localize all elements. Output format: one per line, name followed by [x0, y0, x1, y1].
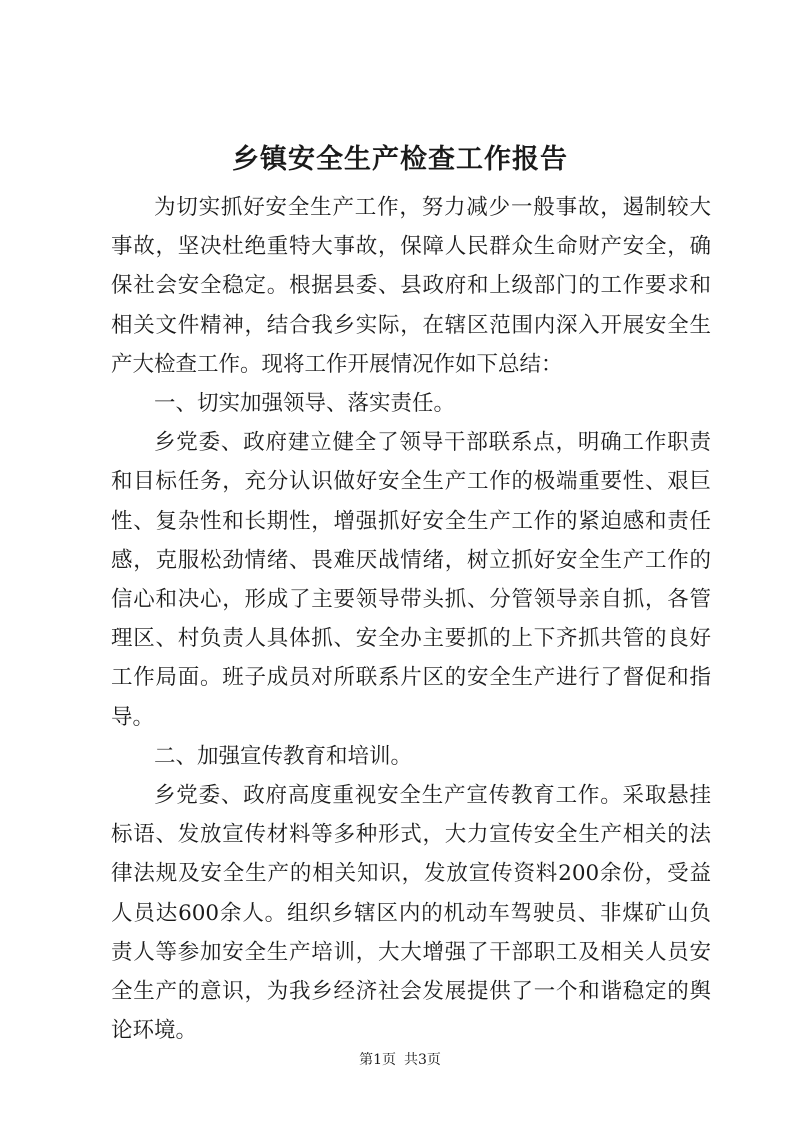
intro-paragraph: 为切实抓好安全生产工作，努力减少一般事故，遏制较大事故，坚决杜绝重特大事故，保障人民群众生命财产安全，确保社会安全稳定。根据县委、县政府和上级部门的工作要求和相关文件精神，结合我乡实际，在辖区范围内深入开展安全生产大检查工作。现将工作开展情况作如下总结： — [111, 195, 711, 377]
page-total: 共3页 — [404, 1052, 441, 1068]
section-2-paragraph: 乡党委、政府高度重视安全生产宣传教育工作。采取悬挂标语、发放宣传材料等多种形式，大力宣传安全生产相关的法律法规及安全生产的相关知识，发放宣传资料200余份，受益人员达600余人。组织乡辖区内的机动车驾驶员、非煤矿山负责人等参加安全生产培训，大大增强了干部职工及相关人员安全生产的意识，为我乡经济社会发展提供了一个和谐稳定的舆论环境。 — [111, 783, 711, 1044]
document-title: 乡镇安全生产检查工作报告 — [232, 144, 568, 175]
section-1-paragraph: 乡党委、政府建立健全了领导干部联系点，明确工作职责和目标任务，充分认识做好安全生产工作的极端重要性、艰巨性、复杂性和长期性，增强抓好安全生产工作的紧迫感和责任感，克服松劲情绪、畏难厌战情绪，树立抓好安全生产工作的信心和决心，形成了主要领导带头抓、分管领导亲自抓，各管理区、村负责人具体抓、安全办主要抓的上下齐抓共管的良好工作局面。班子成员对所联系片区的安全生产进行了督促和指导。 — [111, 430, 711, 730]
page-footer — [0, 1050, 800, 1070]
section-heading-1: 一、切实加强领导、落实责任。 — [154, 391, 456, 417]
document-body — [111, 188, 711, 1050]
section-heading-2: 二、加强宣传教育和培训。 — [154, 743, 413, 769]
page-number: 第1页 — [359, 1052, 396, 1068]
